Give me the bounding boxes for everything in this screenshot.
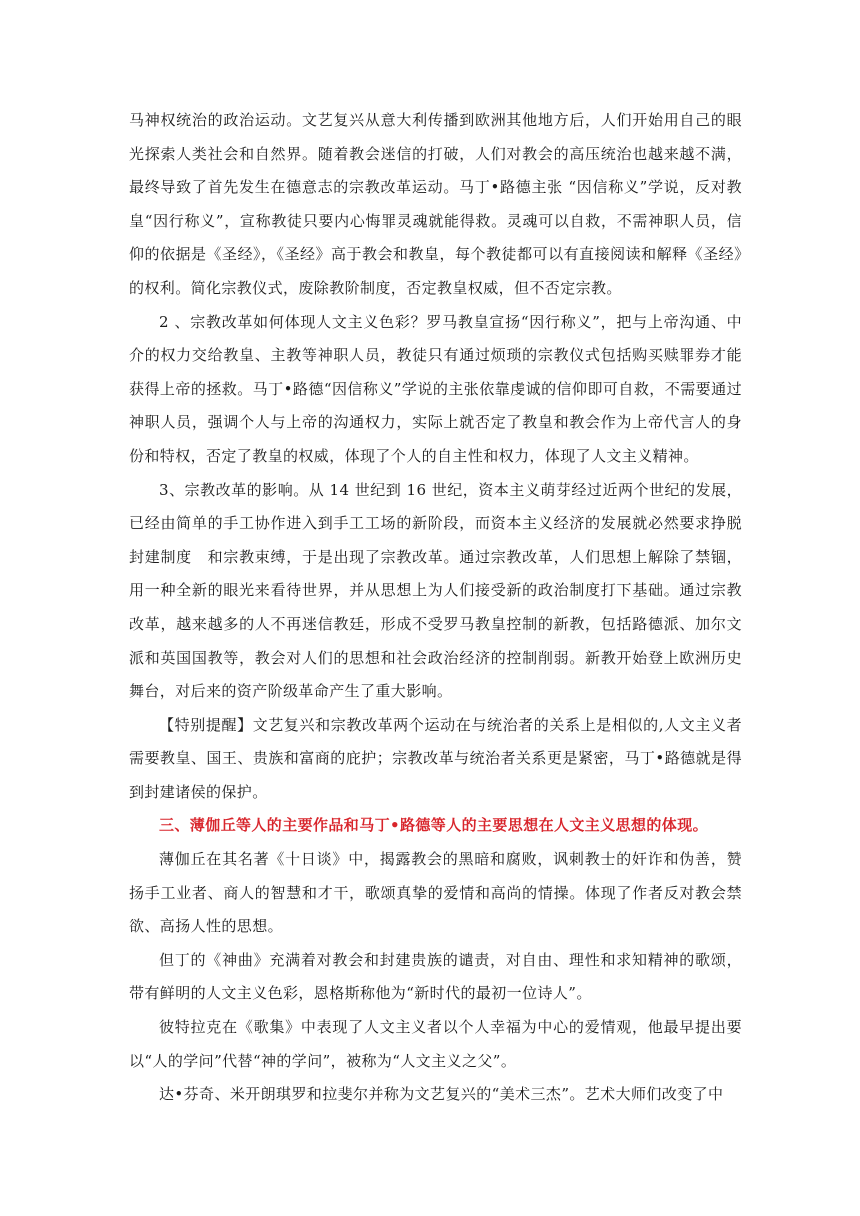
paragraph-point-2: 2 、宗教改革如何体现人文主义色彩？罗马教皇宣扬“因行称义”，把与上帝沟通、中介的权力交给教皇、主教等神职人员，教徒只有通过烦琐的宗教仪式包括购买赎罪券才能获得上帝的拯救。马丁•路德“因信称义”学说的主张依靠虔诚的信仰即可自救，不需要通过神职人员，强调个人与上帝的沟通权力，实际上就否定了教皇和教会作为上帝代言人的身份和特权，否定了教皇的权威，体现了个人的自主性和权力，体现了人文主义精神。: [129, 312, 742, 465]
paragraph-point-3: 3、宗教改革的影响。从 14 世纪到 16 世纪，资本主义萌芽经过近两个世纪的发展，已经由简单的手工协作进入到手工工场的新阶段，而资本主义经济的发展就必然要求挣脱封建制度 和宗教束缚，于是出现了宗教改革。通过宗教改革，人们思想上解除了禁锢，用一种全新的眼光来看待世界，并从思想上为人们接受新的政治制度打下基础。通过宗教改革，越来越多的人不再迷信教廷，形成不受罗马教皇控制的新教，包括路德派、加尔文派和英国国教等，教会对人们的思想和社会政治经济的控制削弱。新教开始登上欧洲历史舞台，对后来的资产阶级革命产生了重大影响。: [129, 480, 742, 701]
paragraph-boccaccio: 薄伽丘在其名著《十日谈》中，揭露教会的黑暗和腐败，讽刺教士的奸诈和伪善，赞扬手工业者、商人的智慧和才干，歌颂真挚的爱情和高尚的情操。体现了作者反对教会禁欲、高扬人性的思想。: [129, 850, 742, 936]
paragraph-three-masters: 达•芬奇、米开朗琪罗和拉斐尔并称为文艺复兴的“美术三杰”。艺术大师们改变了中: [159, 1085, 724, 1104]
section-heading: 三、薄伽丘等人的主要作品和马丁•路德等人的主要思想在人文主义思想的体现。: [159, 816, 708, 835]
paragraph-petrarch: 彼特拉克在《歌集》中表现了人文主义者以个人幸福为中心的爱情观，他最早提出要以“人的学问”代替“神的学问”，被称为“人文主义之父”。: [129, 1018, 742, 1070]
paragraph-continuation: 马神权统治的政治运动。文艺复兴从意大利传播到欧洲其他地方后，人们开始用自己的眼光探索人类社会和自然界。随着教会迷信的打破，人们对教会的高压统治也越来越不满，最终导致了首先发生在德意志的宗教改革运动。马丁•路德主张 “因信称义”学说，反对教皇“因行称义”，宣称教徒只要内心悔罪灵魂就能得救。灵魂可以自救，不需神职人员，信仰的依据是《圣经》，《圣经》高于教会和教皇，每个教徒都可以有直接阅读和解释《圣经》的权利。简化宗教仪式，废除教阶制度，否定教皇权威，但不否定宗教。: [129, 111, 742, 297]
paragraph-dante: 但丁的《神曲》充满着对教会和封建贵族的谴责，对自由、理性和求知精神的歌颂，带有鲜明的人文主义色彩，恩格斯称他为“新时代的最初一位诗人”。: [129, 950, 742, 1003]
paragraph-special-note: 【特别提醒】文艺复兴和宗教改革两个运动在与统治者的关系上是相似的,人文主义者需要教皇、国王、贵族和富商的庇护；宗教改革与统治者关系更是紧密，马丁•路德就是得到封建诸侯的保护。: [129, 715, 742, 801]
